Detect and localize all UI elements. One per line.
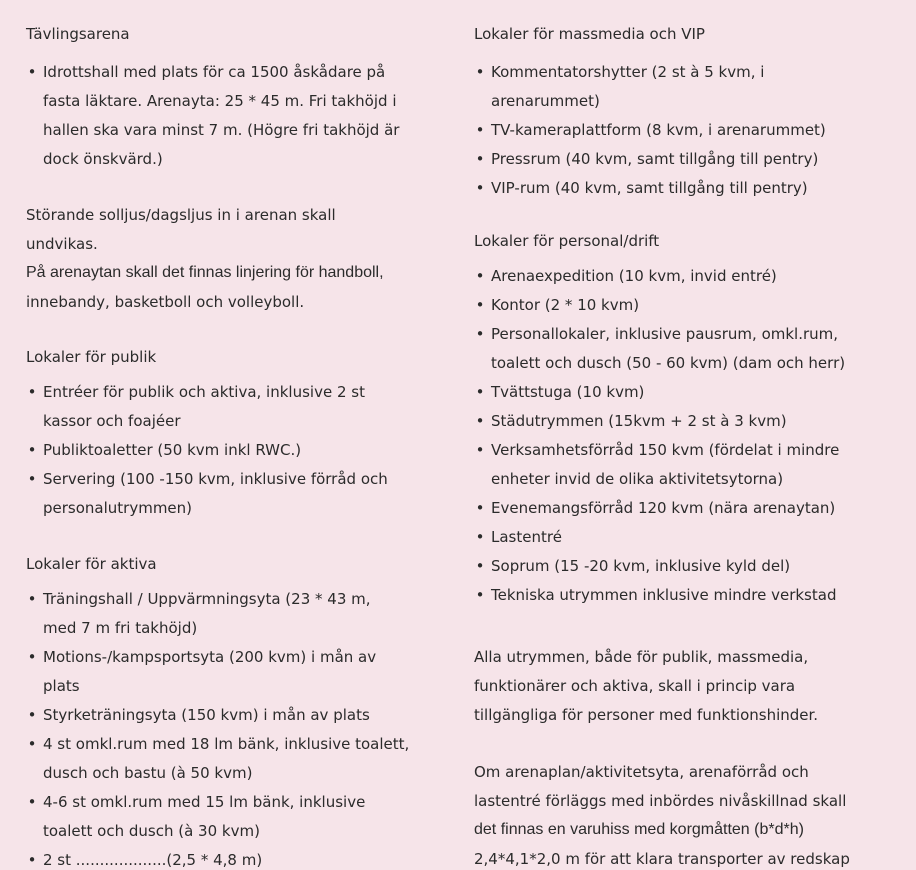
bullet-icon: • — [27, 383, 37, 401]
media-heading: Lokaler för massmedia och VIP — [474, 25, 705, 43]
active-list-item-text: 4 st omkl.rum med 18 lm bänk, inklusive toalett, — [43, 735, 410, 753]
bullet-icon: • — [27, 648, 37, 666]
bullet-icon: • — [27, 851, 37, 869]
staff-list-item-text: Soprum (15 -20 kvm, inklusive kyld del) — [491, 557, 791, 575]
arena-heading: Tävlingsarena — [26, 25, 130, 43]
staff-list-item-text: Lastentré — [491, 528, 562, 546]
public-list-item-text: Entréer för publik och aktiva, inklusive 2 st — [43, 383, 365, 401]
arena-list-item-continuation: hallen ska vara minst 7 m. (Högre fri takhöjd är — [43, 121, 400, 139]
marking-line-2: innebandy, basketboll och volleyboll. — [26, 293, 305, 311]
bullet-icon: • — [27, 793, 37, 811]
active-list-item-continuation: toalett och dusch (à 30 kvm) — [43, 822, 260, 840]
public-list-item-text: Servering (100 -150 kvm, inklusive förråd och — [43, 470, 388, 488]
active-list-item-continuation: plats — [43, 677, 80, 695]
staff-list-item-continuation: enheter invid de olika aktivitetsytorna) — [491, 470, 784, 488]
lift-line-3: det finnas en varuhiss med korgmåtten (b*d*h) — [474, 821, 804, 838]
access-line-3: tillgängliga för personer med funktionshinder. — [474, 706, 819, 724]
media-list-item-text: VIP-rum (40 kvm, samt tillgång till pentry) — [491, 179, 808, 197]
bullet-icon: • — [27, 441, 37, 459]
active-list-item-continuation: dusch och bastu (à 50 kvm) — [43, 764, 253, 782]
bullet-icon: • — [475, 121, 485, 139]
staff-list-item-text: Tvättstuga (10 kvm) — [491, 383, 645, 401]
public-heading: Lokaler för publik — [26, 348, 157, 366]
staff-list-item-text: Tekniska utrymmen inklusive mindre verkstad — [491, 586, 837, 604]
bullet-icon: • — [27, 735, 37, 753]
sunlight-line-2: undvikas. — [26, 235, 98, 253]
bullet-icon: • — [475, 557, 485, 575]
active-list-item-text: Styrketräningsyta (150 kvm) i mån av plats — [43, 706, 370, 724]
staff-list-item-text: Arenaexpedition (10 kvm, invid entré) — [491, 267, 777, 285]
bullet-icon: • — [475, 179, 485, 197]
marking-line-1: På arenaytan skall det finnas linjering för handboll, — [26, 264, 384, 281]
active-list-item-text: 2 st ...................(2,5 * 4,8 m) — [43, 851, 263, 869]
bullet-icon: • — [27, 590, 37, 608]
staff-list-item-text: Personallokaler, inklusive pausrum, omkl.rum, — [491, 325, 839, 343]
lift-line-4: 2,4*4,1*2,0 m för att klara transporter av redskap — [474, 850, 850, 868]
staff-list-item-continuation: toalett och dusch (50 - 60 kvm) (dam och herr) — [491, 354, 846, 372]
bullet-icon: • — [475, 325, 485, 343]
bullet-icon: • — [475, 383, 485, 401]
active-heading: Lokaler för aktiva — [26, 555, 157, 573]
bullet-icon: • — [27, 63, 37, 81]
active-list-item-continuation: med 7 m fri takhöjd) — [43, 619, 198, 637]
bullet-icon: • — [475, 150, 485, 168]
lift-line-1: Om arenaplan/aktivitetsyta, arenaförråd och — [474, 763, 809, 781]
public-list-item-continuation: kassor och foajéer — [43, 412, 181, 430]
access-line-2: funktionärer och aktiva, skall i princip vara — [474, 677, 796, 695]
staff-list-item-text: Verksamhetsförråd 150 kvm (fördelat i mindre — [491, 441, 840, 459]
access-line-1: Alla utrymmen, både för publik, massmedia, — [474, 648, 809, 666]
bullet-icon: • — [475, 528, 485, 546]
bullet-icon: • — [475, 296, 485, 314]
bullet-icon: • — [475, 441, 485, 459]
staff-list-item-text: Städutrymmen (15kvm + 2 st à 3 kvm) — [491, 412, 787, 430]
bullet-icon: • — [475, 267, 485, 285]
media-list-item-text: Kommentatorshytter (2 st à 5 kvm, i — [491, 63, 765, 81]
active-list-item-text: Träningshall / Uppvärmningsyta (23 * 43 m, — [43, 590, 371, 608]
arena-list-item-continuation: fasta läktare. Arenayta: 25 * 45 m. Fri takhöjd i — [43, 92, 397, 110]
bullet-icon: • — [475, 63, 485, 81]
staff-heading: Lokaler för personal/drift — [474, 232, 660, 250]
media-list-item-continuation: arenarummet) — [491, 92, 600, 110]
bullet-icon: • — [27, 470, 37, 488]
lift-line-2: lastentré förläggs med inbördes nivåskillnad skall — [474, 792, 847, 810]
staff-list-item-text: Evenemangsförråd 120 kvm (nära arenaytan) — [491, 499, 836, 517]
media-list-item-text: Pressrum (40 kvm, samt tillgång till pentry) — [491, 150, 819, 168]
arena-list-item-text: Idrottshall med plats för ca 1500 åskådare på — [43, 63, 386, 81]
media-list-item-text: TV-kameraplattform (8 kvm, i arenarummet) — [491, 121, 826, 139]
arena-list-item-continuation: dock önskvärd.) — [43, 150, 163, 168]
bullet-icon: • — [475, 412, 485, 430]
bullet-icon: • — [475, 499, 485, 517]
bullet-icon: • — [27, 706, 37, 724]
sunlight-line-1: Störande solljus/dagsljus in i arenan skall — [26, 206, 336, 224]
public-list-item-continuation: personalutrymmen) — [43, 499, 193, 517]
public-list-item-text: Publiktoaletter (50 kvm inkl RWC.) — [43, 441, 302, 459]
staff-list-item-text: Kontor (2 * 10 kvm) — [491, 296, 640, 314]
active-list-item-text: 4-6 st omkl.rum med 15 lm bänk, inklusive — [43, 793, 366, 811]
bullet-icon: • — [475, 586, 485, 604]
active-list-item-text: Motions-/kampsportsyta (200 kvm) i mån av — [43, 648, 377, 666]
